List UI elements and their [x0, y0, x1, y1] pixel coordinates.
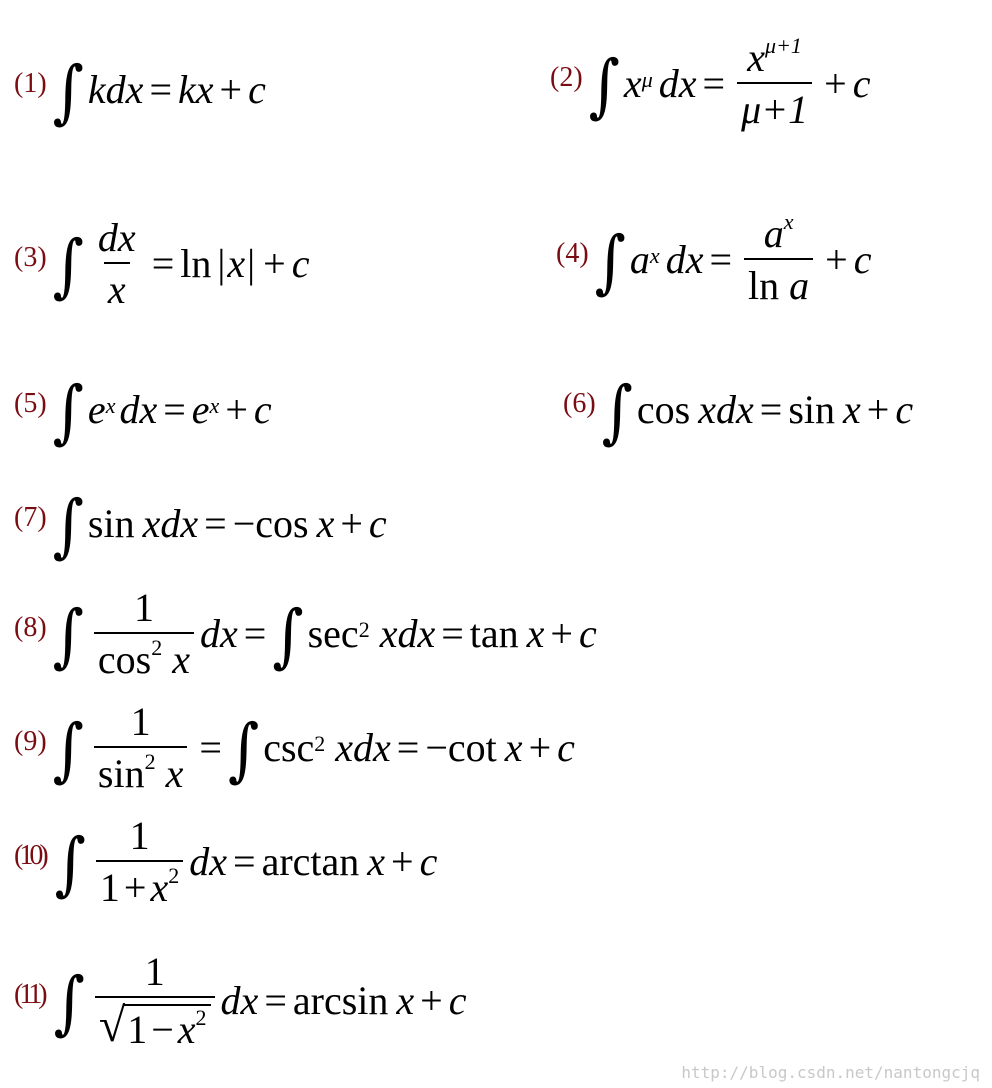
result-term: kx	[178, 67, 214, 112]
exponent: 2	[195, 1004, 207, 1030]
integral-sign: ∫	[53, 962, 85, 1044]
formula-number: (6)	[563, 388, 596, 419]
differential: dx	[220, 978, 259, 1023]
formula-5: (5) ∫ e $^x$ dx = e $^x$ + c	[14, 371, 272, 453]
integral-sign: ∫	[52, 51, 84, 133]
fraction-denominator	[94, 632, 194, 680]
sin-function: sin	[788, 387, 836, 432]
differential: dx	[665, 237, 704, 282]
constant-c: c	[578, 611, 597, 656]
equals-sign: =	[243, 611, 267, 656]
constant-c: c	[291, 241, 310, 286]
fraction	[94, 215, 140, 312]
integral-sign: ∫	[52, 225, 84, 307]
sqrt-icon: √	[98, 999, 126, 1052]
formula-number: (11)	[14, 979, 44, 1010]
constant-c: c	[248, 67, 266, 112]
plus-sign: +	[219, 67, 243, 112]
ln-function: ln	[180, 241, 212, 286]
equals-sign: =	[441, 611, 464, 656]
differential: dx	[658, 61, 697, 106]
integral-sign: ∫	[227, 709, 260, 791]
exponent: x	[783, 208, 794, 234]
plus-sign: +	[391, 839, 414, 884]
cot-function: cot	[447, 725, 497, 770]
integrand-xdx: xdx	[335, 725, 391, 770]
formula-number: (1)	[14, 68, 47, 99]
fraction-numerator: 1	[133, 585, 154, 630]
formula-number: (10)	[14, 840, 45, 871]
fraction-numerator: 1	[130, 699, 151, 744]
integral-sign: ∫	[588, 45, 620, 127]
integral-sign: ∫	[272, 595, 304, 677]
plus-sign: +	[824, 61, 847, 106]
fraction-numerator: 1	[129, 813, 150, 858]
fraction-numerator	[760, 208, 798, 258]
cos-function: cos	[255, 501, 309, 546]
variable-x: x	[177, 1007, 196, 1052]
integrand-xdx: xdx	[379, 611, 436, 656]
base: e	[191, 387, 210, 432]
constant-c: c	[448, 978, 467, 1023]
csc-function: csc	[263, 725, 315, 770]
equals-sign: =	[759, 387, 783, 432]
variable-x: x	[367, 839, 386, 884]
formula-7	[14, 485, 387, 567]
equals-sign: =	[709, 237, 733, 282]
integrand: kdx	[87, 67, 144, 112]
arcsin-function: arcsin	[292, 978, 389, 1023]
variable-x: x	[504, 725, 523, 770]
plus-sign: +	[420, 978, 443, 1023]
exponent: μ+1	[765, 32, 802, 58]
variable-x: x	[165, 751, 184, 796]
plus-sign: +	[263, 241, 286, 286]
formula-11	[14, 949, 467, 1052]
constant-c: c	[419, 839, 438, 884]
constant-c: c	[368, 501, 387, 546]
constant-c: c	[253, 387, 272, 432]
fraction	[96, 813, 183, 910]
equals-sign: =	[233, 839, 256, 884]
arctan-function: arctan	[261, 839, 360, 884]
fraction	[94, 585, 194, 682]
formula-1	[14, 51, 266, 133]
formula-4: (4) ∫ a $^x$ dx = $\frac{a^x}{\text{ln a}}$ + c	[556, 208, 872, 308]
abs-bar-right: |	[247, 241, 256, 286]
square-root	[98, 999, 211, 1052]
base: a	[629, 237, 650, 282]
formula-number: (8)	[14, 612, 47, 643]
base: e	[87, 387, 106, 432]
one: 1	[99, 865, 120, 910]
one: 1	[127, 1007, 148, 1052]
variable-x: x	[316, 501, 335, 546]
formula-2: (2) ∫ x $^\mu$ dx = $\frac{x^{\mu+1}}{\mu+1}$ + c	[550, 32, 871, 132]
formula-8: (8) ∫ $\frac{1}{\cos^2 x}$ dx = ∫ sec $^2$ xdx = tan x + c	[14, 585, 597, 682]
fraction-denominator: μ+1	[737, 82, 812, 130]
integral-sign: ∫	[601, 371, 633, 453]
fraction	[94, 699, 187, 796]
fraction	[744, 208, 813, 308]
constant-c: c	[895, 387, 914, 432]
formula-number: (9)	[14, 726, 47, 757]
fraction-numerator: dx	[97, 215, 136, 260]
tan-function: tan	[469, 611, 519, 656]
fraction-denominator	[94, 746, 187, 794]
integral-sign: ∫	[52, 595, 84, 677]
integrand-xdx: xdx	[698, 387, 754, 432]
watermark-url: http://blog.csdn.net/nantongcjq	[681, 1063, 980, 1082]
equals-sign: =	[163, 387, 186, 432]
equals-sign: =	[151, 241, 175, 286]
variable-x: x	[843, 387, 861, 432]
formula-number: (3)	[14, 242, 47, 273]
formula-number: (2)	[550, 62, 583, 93]
formula-number: (5)	[14, 388, 47, 419]
formula-3	[14, 215, 310, 312]
integrand-xdx: xdx	[142, 501, 199, 546]
constant-c: c	[557, 725, 575, 770]
plus-sign: +	[528, 725, 552, 770]
integral-sign: ∫	[594, 221, 626, 303]
plus-sign: +	[866, 387, 890, 432]
formula-10	[14, 813, 438, 910]
plus-sign: +	[225, 387, 248, 432]
integral-sign: ∫	[54, 823, 86, 905]
fraction	[737, 32, 812, 132]
variable-x: x	[227, 241, 246, 286]
equals-sign: =	[264, 978, 287, 1023]
exponent: 2	[168, 862, 180, 888]
integral-sign: ∫	[52, 371, 84, 453]
formula-number: (7)	[14, 502, 47, 533]
differential: dx	[200, 611, 238, 656]
constant-c: c	[852, 61, 871, 106]
plus-sign: +	[550, 611, 573, 656]
fraction-numerator: 1	[144, 949, 165, 994]
differential: dx	[119, 387, 158, 432]
plus-sign: +	[123, 865, 147, 910]
variable-x: x	[150, 865, 169, 910]
equals-sign: =	[149, 67, 172, 112]
equals-sign: =	[204, 501, 227, 546]
exponent: 2	[144, 748, 156, 774]
sin-function: sin	[97, 751, 145, 796]
exponent: 2	[151, 634, 163, 660]
minus-sign: −	[232, 501, 256, 546]
formula-6	[563, 371, 914, 453]
base: x	[623, 61, 642, 106]
abs-bar-left: |	[217, 241, 226, 286]
fraction	[95, 949, 215, 1052]
fraction-denominator: x	[104, 262, 130, 310]
base: x	[747, 35, 766, 80]
equals-sign: =	[199, 725, 222, 770]
differential: dx	[189, 839, 228, 884]
constant-c: c	[853, 237, 872, 282]
variable-x: x	[526, 611, 545, 656]
integral-sign: ∫	[52, 709, 84, 791]
base: a	[763, 211, 784, 256]
variable-x: x	[172, 637, 191, 682]
sqrt-radicand	[123, 1004, 210, 1050]
plus-sign: +	[825, 237, 848, 282]
equals-sign: =	[396, 725, 420, 770]
formula-9: (9) ∫ $\frac{1}{\sin^2 x}$ = ∫ csc $^2$ xdx = − cot x + c	[14, 699, 575, 796]
ln-function: ln	[748, 263, 780, 308]
formula-number: (4)	[556, 238, 589, 269]
sec-function: sec	[307, 611, 359, 656]
cos-function: cos	[97, 637, 152, 682]
variable-a: a	[789, 263, 810, 308]
fraction-denominator	[744, 258, 813, 306]
sin-function: sin	[87, 501, 135, 546]
integral-sign: ∫	[52, 485, 84, 567]
plus-sign: +	[340, 501, 363, 546]
minus-sign: −	[151, 1007, 174, 1052]
fraction-numerator	[743, 32, 806, 82]
fraction-denominator	[96, 860, 183, 908]
minus-sign: −	[425, 725, 448, 770]
fraction-denominator	[95, 996, 215, 1050]
variable-x: x	[396, 978, 415, 1023]
equals-sign: =	[702, 61, 726, 106]
cos-function: cos	[636, 387, 691, 432]
